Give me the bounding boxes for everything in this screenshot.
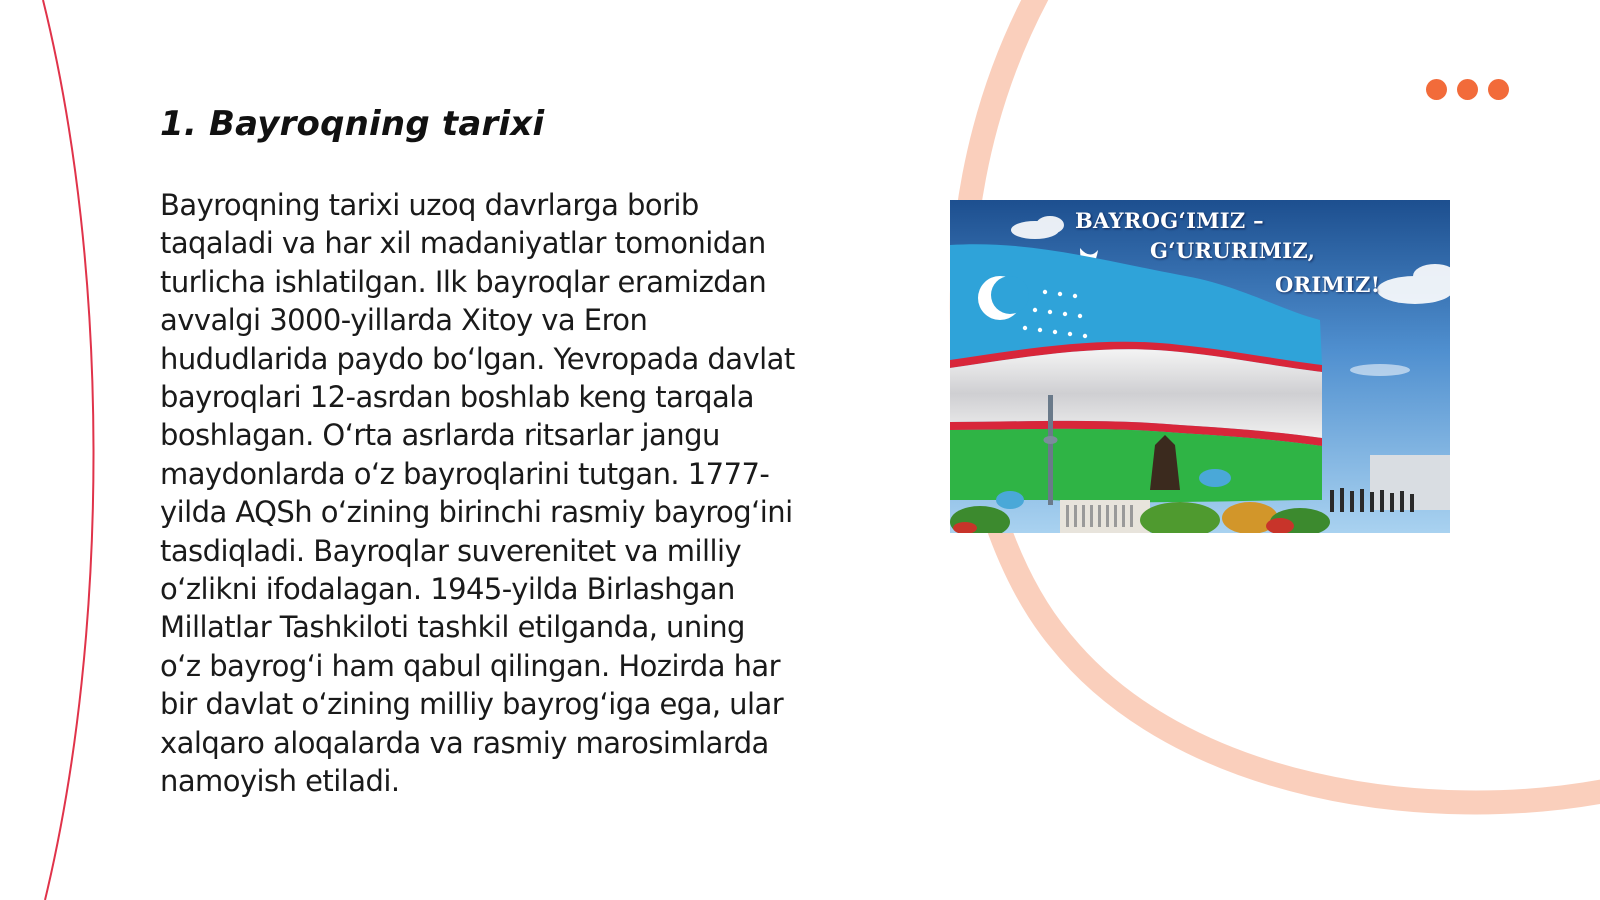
- paragraph-line: turlicha ishlatilgan. Ilk bayroqlar eramizdan: [160, 264, 767, 299]
- banner-line: G‘URURIMIZ,: [1150, 238, 1316, 263]
- flag-image: [950, 200, 1450, 533]
- paragraph-line: maydonlarda oʻz bayroqlarini tutgan. 1777-: [160, 456, 770, 491]
- paragraph-line: oʻz bayrogʻi ham qabul qilingan. Hozirda har: [160, 648, 781, 683]
- paragraph-line: avvalgi 3000-yillarda Xitoy va Eron: [160, 303, 648, 338]
- paragraph-line: tasdiqladi. Bayroqlar suverenitet va milliy: [160, 533, 742, 568]
- paragraph-line: oʻzlikni ifodalagan. 1945-yilda Birlashgan: [160, 572, 735, 607]
- banner-line: ORIMIZ!: [1275, 272, 1381, 297]
- paragraph-line: namoyish etiladi.: [160, 764, 400, 799]
- paragraph-line: boshlagan. Oʻrta asrlarda ritsarlar jangu: [160, 418, 720, 453]
- paragraph-line: Bayroqning tarixi uzoq davrlarga borib: [160, 188, 699, 222]
- paragraph-line: bayroqlari 12-asrdan boshlab keng tarqala: [160, 380, 754, 415]
- dot-icon: [1457, 79, 1478, 100]
- dot-icon: [1426, 79, 1447, 100]
- left-red-curve: [43, 0, 94, 900]
- paragraph-line: xalqaro aloqalarda va rasmiy marosimlarda: [160, 725, 769, 760]
- paragraph-line: bir davlat oʻzining milliy bayrogʻiga ega, ular: [160, 687, 784, 722]
- paragraph-line: Millatlar Tashkiloti tashkil etilganda, uning: [160, 610, 745, 645]
- dot-icon: [1488, 79, 1509, 100]
- banner-line: BAYROG‘IMIZ –: [1075, 208, 1264, 233]
- paragraph-line: hududlarida paydo boʻlgan. Yevropada davlat: [160, 341, 795, 376]
- slide-title: 1. Bayroqning tarixi: [160, 104, 545, 144]
- slide-paragraph: [160, 186, 850, 801]
- menu-dots: [1426, 79, 1509, 100]
- paragraph-line: yilda AQSh oʻzining birinchi rasmiy bayrogʻini: [160, 495, 793, 530]
- paragraph-line: taqaladi va har xil madaniyatlar tomonidan: [160, 226, 766, 261]
